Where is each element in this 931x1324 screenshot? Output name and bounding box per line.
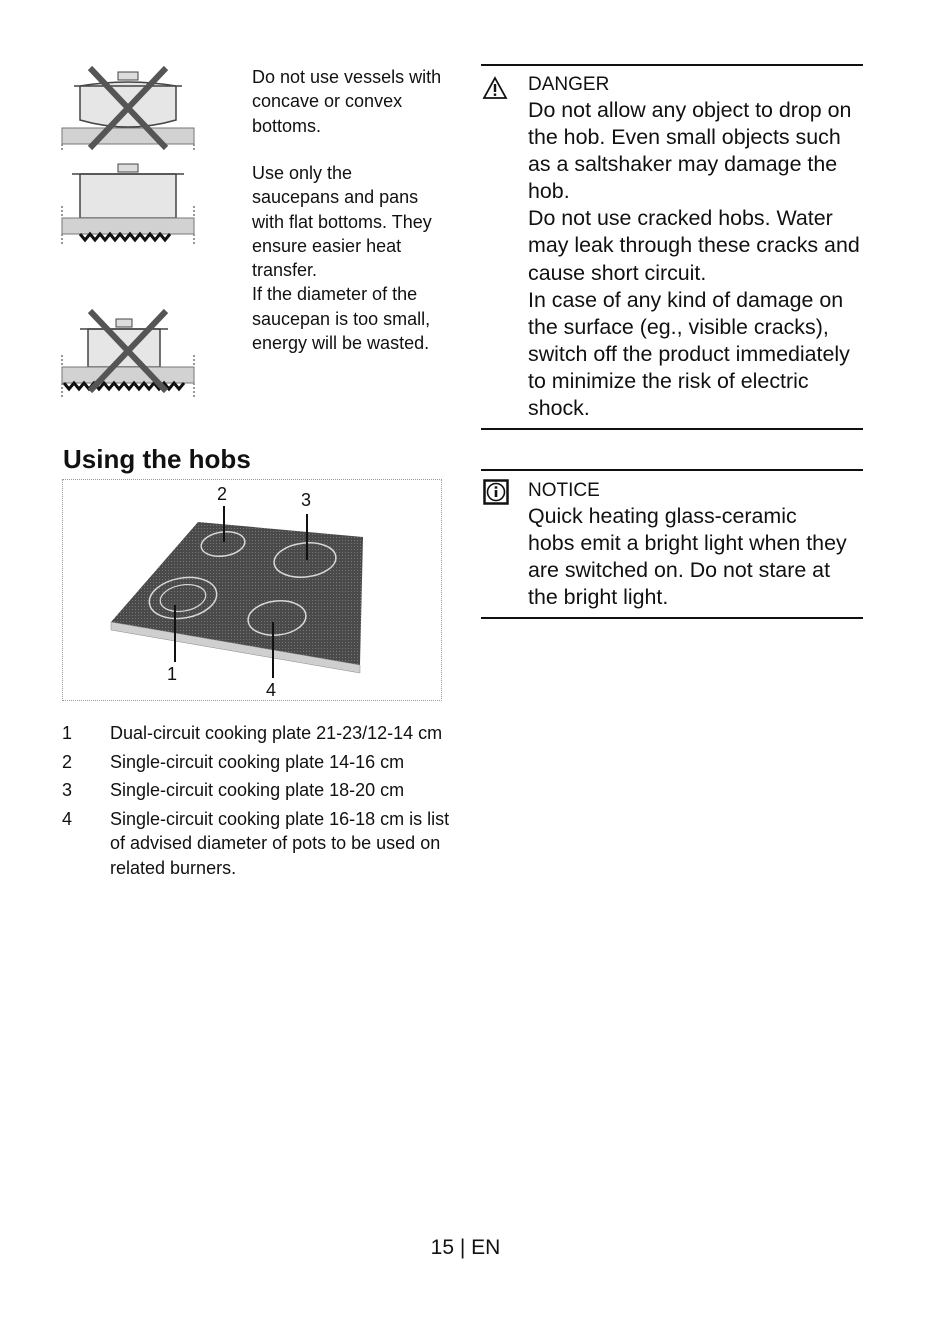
notice-bottom-rule: [481, 617, 863, 619]
danger-label: DANGER: [528, 74, 610, 95]
callout-1: 1: [167, 664, 178, 684]
hob-illustration: [63, 480, 441, 700]
warning-triangle-icon: [482, 76, 508, 100]
page-number: 15 | EN: [430, 1236, 501, 1259]
danger-paragraph-1: Do not allow any object to drop on the hob. Even small objects such as a saltshaker may damage the hob.: [528, 98, 852, 204]
pot-too-small-crossed-icon: [58, 305, 198, 400]
danger-bottom-rule: [481, 428, 863, 430]
legend-item: 2 Single-circuit cooking plate 14-16 cm: [62, 751, 405, 772]
flat-bottom-text: Use only the saucepans and pans with flat bottoms. They ensure easier heat transfer. If the diameter of the saucepan is too small, energy will be wasted.: [252, 161, 442, 355]
pot-flat-bottom-icon: [58, 160, 198, 250]
info-icon: [483, 479, 509, 505]
callout-4: 4: [266, 680, 277, 700]
danger-paragraph-3: In case of any kind of damage on the surface (eg., visible cracks), switch off the product immediately to minimize the risk of electric shock.: [528, 287, 850, 421]
hob-legend: [62, 721, 462, 884]
legend-item: 4 Single-circuit cooking plate 16-18 cm is list of advised diameter of pots to be used on related burners.: [62, 808, 450, 878]
hob-figure: [62, 479, 442, 701]
concave-warning-text: Do not use vessels with concave or convex bottoms.: [252, 67, 442, 136]
danger-text: [528, 97, 868, 422]
legend-item: 3 Single-circuit cooking plate 18-20 cm: [62, 780, 405, 800]
pot-concave-bottom-crossed-icon: [58, 60, 198, 155]
notice-top-rule: [481, 469, 863, 471]
callout-3: 3: [301, 490, 312, 510]
callout-2: 2: [217, 484, 228, 504]
danger-top-rule: [481, 64, 863, 66]
danger-paragraph-2: Do not use cracked hobs. Water may leak through these cracks and cause short circuit.: [528, 206, 860, 285]
notice-label: NOTICE: [528, 480, 600, 501]
diameter-small-text: If the diameter of the saucepan is too small, energy will be wasted.: [252, 284, 431, 354]
legend-item: 1 Dual-circuit cooking plate 21-23/12-14 cm: [62, 723, 443, 743]
notice-text: Quick heating glass-ceramic hobs emit a bright light when they are switched on. Do not stare at the bright light.: [528, 504, 847, 610]
section-title: Using the hobs: [63, 444, 251, 474]
